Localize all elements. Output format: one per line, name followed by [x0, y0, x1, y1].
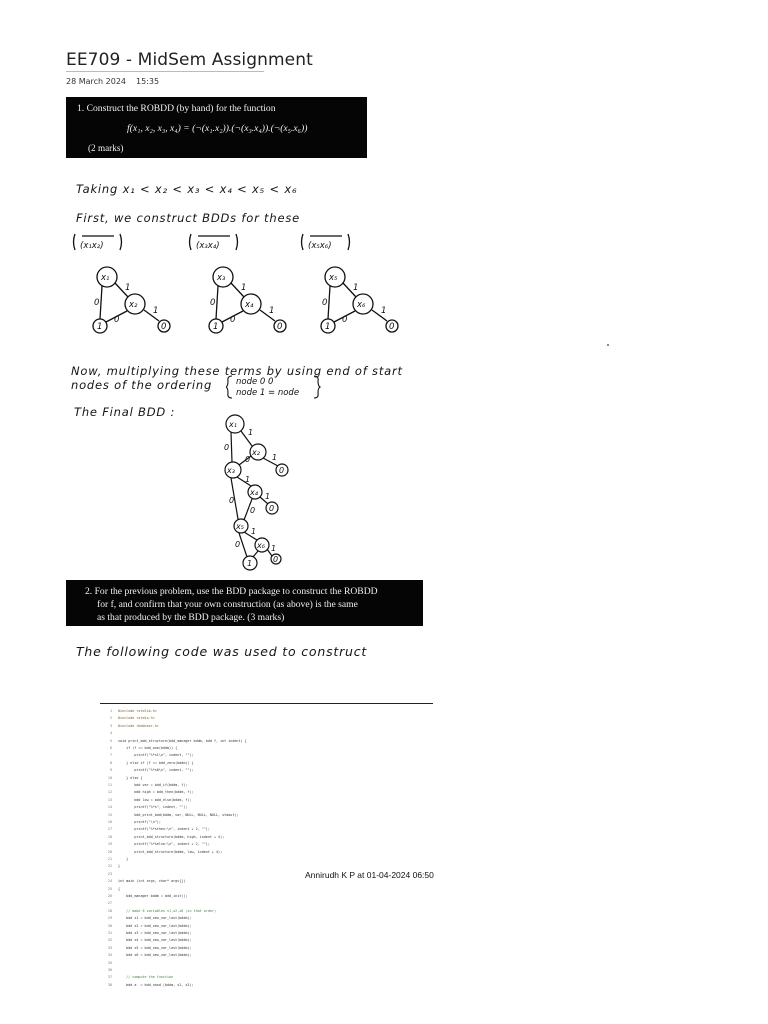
code-line — [100, 842, 210, 846]
code-line — [100, 975, 173, 979]
question-1-text: 1. Construct the ROBDD (by hand) for the function — [77, 103, 276, 114]
bdd3-top-node: x₅ — [329, 273, 338, 283]
code-line-text: printf("%*selse:\n", indent + 2, ""); — [118, 842, 210, 847]
title-underline — [66, 71, 264, 72]
final-leaf-0: 0 — [269, 504, 275, 513]
final-edge-label: 1 — [265, 492, 271, 501]
brace-line-2: node 1 = node — [236, 388, 300, 398]
question-2-line-3: as that produced by the BDD package. (3 marks) — [97, 612, 285, 623]
final-bdd-figure — [220, 410, 300, 575]
code-line-text: bdd x1 = bdd_new_var_last(bddm); — [118, 916, 192, 921]
date-text: 28 March 2024 — [66, 77, 127, 86]
bdd3-mid-node: x₆ — [357, 300, 366, 310]
code-line — [100, 931, 192, 935]
final-leaf-0: 0 — [279, 466, 285, 475]
code-line — [100, 805, 187, 809]
code-line-text: { — [118, 886, 121, 891]
code-line-number: 4 — [109, 731, 112, 736]
hw-first-line: First, we construct BDDs for these — [76, 211, 300, 225]
code-line-number: 26 — [107, 894, 112, 898]
code-line-number: 7 — [109, 753, 112, 758]
bdd3-edge-label: 0 — [342, 315, 348, 325]
code-line-number: 25 — [107, 886, 112, 891]
code-line — [100, 887, 120, 891]
code-line-number: 5 — [109, 738, 112, 743]
bdd2-top-node: x₃ — [217, 273, 226, 283]
code-line-number: 15 — [107, 812, 112, 817]
watermark-text: Annirudh K P at 01-04-2024 06:50 — [305, 870, 434, 880]
question-2-line-2: for f, and confirm that your own construction (as above) is the same — [97, 599, 358, 610]
bdd2-edge-label: 0 — [230, 315, 236, 325]
code-line-text: printf("%*s", indent, ""); — [118, 805, 188, 810]
code-line-number: 30 — [107, 923, 112, 928]
code-line-number: 17 — [107, 827, 112, 832]
code-line-number: 13 — [107, 797, 112, 802]
question-1-formula: f(x₁, x₂, x₃, x₄) = (¬(x₁.x₂)).(¬(x₃.x₄)).(¬(x₅.x₆)) — [127, 123, 308, 134]
final-edge-label: 0 — [224, 443, 230, 452]
code-line-text: bdd a = bdd_nand (bddm, x1, x2); — [118, 982, 194, 987]
code-line — [100, 783, 187, 787]
code-line-text: #include <stdio.h> — [118, 716, 155, 721]
code-line — [100, 716, 155, 720]
code-line-text: bdd x2 = bdd_new_var_last(bddm); — [118, 923, 192, 928]
code-line — [100, 768, 194, 772]
final-node-x2: x₂ — [252, 448, 260, 457]
code-line-number: 37 — [107, 975, 112, 980]
page-title: EE709 - MidSem Assignment — [66, 50, 313, 70]
final-node-x1: x₁ — [229, 420, 237, 429]
code-line-number: 23 — [107, 871, 112, 876]
code-line-number: 35 — [107, 960, 112, 965]
final-edge-label: 1 — [271, 544, 277, 553]
code-screenshot — [100, 703, 433, 989]
final-edge-label: 0 — [250, 506, 256, 515]
brace-line-1: node 0 0 — [236, 377, 274, 387]
bdd2-edge-label: 1 — [269, 306, 275, 316]
code-line — [100, 872, 118, 876]
code-line — [100, 961, 118, 965]
code-line — [100, 879, 185, 883]
code-line-number: 36 — [107, 968, 112, 972]
code-line — [100, 909, 216, 913]
code-line — [100, 761, 194, 765]
code-line — [100, 739, 247, 743]
final-edge-label: 1 — [251, 527, 257, 536]
final-edge-label: 0 — [245, 455, 251, 464]
code-line-number: 16 — [107, 820, 112, 824]
bdd1-top-node: x₁ — [101, 273, 110, 283]
bdd1-edge-label: 0 — [114, 315, 120, 325]
code-line — [100, 924, 192, 928]
bdd3-edge-label: 1 — [381, 306, 387, 316]
code-line-text: // compute the function — [118, 975, 174, 980]
code-line — [100, 827, 210, 831]
final-edge-label: 0 — [229, 496, 235, 505]
bdd3-edge-label: 0 — [322, 298, 328, 308]
bdd2-term: (x₃x₄) — [196, 241, 220, 251]
code-line-text: #include <bdduser.h> — [118, 723, 159, 728]
code-line — [100, 968, 118, 972]
bdd3-edge-label: 1 — [353, 283, 359, 293]
code-line-number: 29 — [107, 916, 112, 921]
code-line-number: 28 — [107, 908, 112, 913]
code-line-text: bdd var = bdd_if(bddm, f); — [118, 783, 188, 787]
time-text: 15:35 — [136, 77, 160, 86]
hw-following-line: The following code was used to construct — [76, 644, 368, 659]
date-line — [66, 77, 169, 86]
code-line — [100, 938, 192, 942]
bdd3-term: (x₅x₆) — [308, 241, 332, 251]
code-line-number: 3 — [109, 723, 112, 728]
final-edge-label: 1 — [272, 453, 278, 462]
code-line-number: 11 — [107, 783, 112, 787]
code-line-text: bdd x3 = bdd_new_var_last(bddm); — [118, 931, 192, 935]
final-leaf-0: 0 — [273, 555, 279, 564]
code-line-number: 6 — [109, 746, 112, 750]
bdd1-leaf-0: 0 — [161, 322, 167, 332]
code-line-number: 38 — [107, 982, 112, 987]
code-line-text: } else if (f == bdd_zero(bddm)) { — [118, 760, 194, 765]
code-line-number: 33 — [107, 945, 112, 950]
final-leaf-1: 1 — [247, 559, 253, 568]
question-1-marks: (2 marks) — [88, 143, 124, 153]
final-edge-label: 0 — [235, 540, 241, 549]
code-line — [100, 850, 222, 854]
code-line-number: 18 — [107, 834, 112, 839]
code-line-text: printf("%*sthen:\n", indent + 2, ""); — [118, 827, 210, 832]
dot-mark — [607, 344, 609, 346]
code-line — [100, 901, 118, 905]
question-2-box — [66, 580, 423, 626]
question-2-line-1: 2. For the previous problem, use the BDD package to construct the ROBDD — [85, 586, 378, 597]
code-line-text: bdd low = bdd_else(bddm, f); — [118, 797, 192, 802]
final-node-x5: x₅ — [236, 522, 244, 531]
code-line — [100, 798, 192, 802]
code-line — [100, 857, 128, 861]
code-line-number: 10 — [107, 775, 112, 780]
bdd2-mid-node: x₄ — [245, 300, 254, 310]
code-line-text: bdd high = bdd_then(bddm, f); — [118, 790, 194, 795]
final-node-x3: x₃ — [227, 466, 235, 475]
code-line-number: 1 — [109, 709, 112, 713]
code-line-text: } — [118, 857, 129, 861]
code-line-text: int main (int argc, char* argv[]) — [118, 879, 186, 884]
bdd1-term: (x₁x₂) — [80, 241, 104, 251]
code-line-number: 19 — [107, 842, 112, 847]
code-line-text: bdd_manager bddm = bdd_init(); — [118, 894, 188, 898]
code-line-text: printf("%*s0\n", indent, ""); — [118, 768, 194, 773]
code-line-text: print_bdd_structure(bddm, low, indent + 4); — [118, 849, 223, 854]
bdd3-leaf-1: 1 — [325, 322, 331, 332]
code-line-text: bdd x4 = bdd_new_var_last(bddm); — [118, 938, 192, 943]
code-line — [100, 916, 192, 920]
code-line-text: #include <stdlib.h> — [118, 709, 157, 713]
bdd2-edge-label: 1 — [241, 283, 247, 293]
code-line — [100, 746, 177, 750]
code-line-number: 14 — [107, 805, 112, 810]
code-line-number: 8 — [109, 760, 112, 765]
code-line-number: 32 — [107, 938, 112, 943]
hw-now-line-2: nodes of the ordering — [71, 378, 213, 392]
final-edge-label: 1 — [248, 428, 254, 437]
final-node-x4: x₄ — [250, 488, 258, 497]
code-line-text: printf("%*s1\n", indent, ""); — [118, 753, 194, 758]
code-line-text: // make 6 variables x1,x2,x6 (in that order) — [118, 908, 216, 913]
question-1-box — [66, 97, 367, 158]
code-line-number: 2 — [109, 716, 112, 721]
code-top-border — [100, 703, 433, 704]
bdd2-leaf-1: 1 — [213, 322, 219, 332]
small-bdds-figure — [70, 232, 420, 337]
hw-final-line: The Final BDD : — [74, 405, 176, 419]
bdd3-leaf-0: 0 — [389, 322, 395, 332]
code-line-text: printf("\n"); — [118, 820, 161, 824]
code-line-text: bdd_print_bdd(bddm, var, NULL, NULL, NULL, stdout); — [118, 812, 239, 817]
code-line — [100, 835, 224, 839]
code-line — [100, 864, 120, 868]
bdd1-edge-label: 0 — [94, 298, 100, 308]
code-line-number: 24 — [107, 879, 112, 884]
bdd1-mid-node: x₂ — [129, 300, 138, 310]
code-line — [100, 731, 118, 735]
code-line-number: 34 — [107, 953, 112, 958]
code-line — [100, 983, 194, 987]
code-line — [100, 776, 143, 780]
final-node-x6: x₆ — [257, 541, 265, 550]
code-line-text: } else { — [118, 775, 143, 780]
bdd1-edge-label: 1 — [125, 283, 131, 293]
bdd1-edge-label: 1 — [153, 306, 159, 316]
code-line-text: void print_bdd_structure(bdd_manager bddm, bdd f, int indent) { — [118, 738, 247, 743]
hw-now-line-1: Now, multiplying these terms by using end of start — [71, 364, 403, 378]
code-line — [100, 813, 238, 817]
code-line-text: if (f == bdd_one(bddm)) { — [118, 746, 178, 750]
code-line-number: 12 — [107, 790, 112, 795]
code-line — [100, 820, 161, 824]
code-line — [100, 790, 194, 794]
code-line-number: 27 — [107, 901, 112, 906]
code-line-number: 9 — [109, 768, 112, 773]
code-line-number: 21 — [107, 857, 112, 861]
code-line-text: bdd x5 = bdd_new_var_last(bddm); — [118, 945, 192, 950]
final-edge-label: 1 — [245, 475, 251, 484]
code-line — [100, 709, 157, 713]
code-line — [100, 894, 187, 898]
code-line-number: 22 — [107, 864, 112, 869]
code-line — [100, 953, 192, 957]
bdd2-leaf-0: 0 — [277, 322, 283, 332]
code-line-text: bdd x6 = bdd_new_var_last(bddm); — [118, 953, 192, 958]
code-line-text: } — [118, 864, 121, 869]
code-line — [100, 724, 159, 728]
code-line — [100, 753, 194, 757]
code-line — [100, 946, 192, 950]
code-line-number: 20 — [107, 849, 112, 854]
bdd2-edge-label: 0 — [210, 298, 216, 308]
ordering-brace-figure — [226, 374, 326, 400]
bdd1-leaf-1: 1 — [97, 322, 103, 332]
code-line-text: print_bdd_structure(bddm, high, indent + 4); — [118, 834, 225, 839]
code-line-number: 31 — [107, 931, 112, 935]
hw-taking-line: Taking x₁ < x₂ < x₃ < x₄ < x₅ < x₆ — [76, 182, 298, 196]
